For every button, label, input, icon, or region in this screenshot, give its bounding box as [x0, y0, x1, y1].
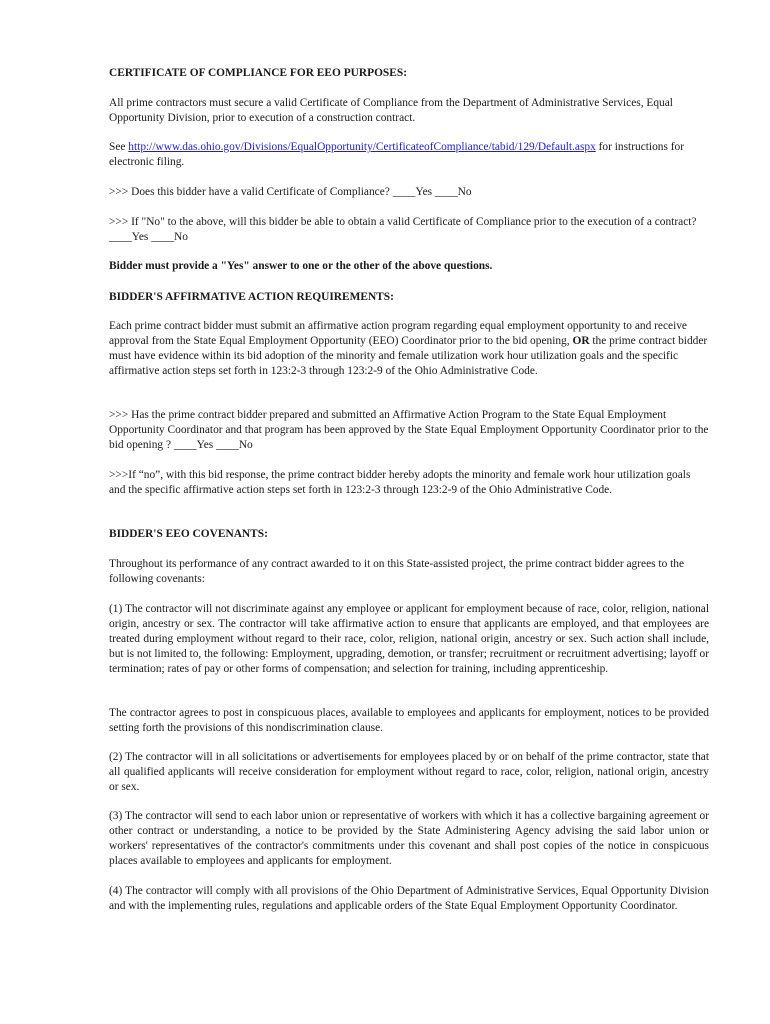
- covenant-3: (3) The contractor will send to each labor union or representative of workers with which it has a collective bargaining agreement or other contract or understanding, a notice to be provided by the State Administering Agency advising the said labor union or workers' representatives of the contractor's commitments under this covenant and shall post copies of the notice in conspicuous places available to employees and applicants for employment.: [109, 810, 709, 867]
- aa-text-b: the prime contract bidder must have evidence within its bid adoption of the minority and female utilization work hour utilization goals and the specific affirmative action steps set forth in 123:2-3 through 123:2-9 of the Ohio Administrative Code.: [109, 335, 708, 377]
- yes-answer-note: Bidder must provide a "Yes" answer to one or the other of the above questions.: [109, 260, 493, 272]
- cert-intro: All prime contractors must secure a valid Certificate of Compliance from the Department of Administrative Services, Equal Opportunity Division, prior to execution of a construction contract.: [109, 97, 673, 124]
- affirmative-action-paragraph: [109, 319, 709, 379]
- see-prefix: See: [109, 141, 129, 153]
- das-compliance-link[interactable]: http://www.das.ohio.gov/Divisions/EqualOpportunity/CertificateofCompliance/tabid/129/Default.aspx: [128, 141, 596, 153]
- affirmative-action-heading: BIDDER'S AFFIRMATIVE ACTION REQUIREMENTS:: [109, 291, 394, 303]
- question-aa-program: >>> Has the prime contract bidder prepared and submitted an Affirmative Action Program to the State Equal Employment Opportunity Coordinator and that program has been approved by the State Equal Employment Opportunity Coordinator prior to the bid opening ? ____Yes ____No: [109, 409, 709, 451]
- covenant-1-posting: The contractor agrees to post in conspicuous places, available to employees and applicants for employment, notices to be provided setting forth the provisions of this nondiscrimination clause.: [109, 707, 709, 734]
- covenant-1: (1) The contractor will not discriminate against any employee or applicant for employment because of race, color, religion, national origin, ancestry or sex. The contractor will take affirmative action to ensure that applicants are employed, and that employees are treated during employment without regard to their race, color, religion, national origin, ancestry or sex. Such action shall include, but is not limited to, the following: Employment, upgrading, demotion, or transfer; recruitment or recruitment advertising; layoff or termination; rates of pay or other forms of compensation; and selection for training, including apprenticeship.: [109, 603, 709, 675]
- covenant-2: (2) The contractor will in all solicitations or advertisements for employees placed by or on behalf of the prime contractor, state that all qualified applicants will receive consideration for employment without regard to race, color, religion, national origin, ancestry or sex.: [109, 751, 709, 793]
- aa-adoption-statement: >>>If “no”, with this bid response, the prime contract bidder hereby adopts the minority and female work hour utilization goals and the specific affirmative action steps set forth in 123:2-3 through 123:2-9 of the Ohio Administrative Code.: [109, 469, 691, 496]
- cert-heading: CERTIFICATE OF COMPLIANCE FOR EEO PURPOSES:: [109, 67, 407, 79]
- aa-or-emphasis: OR: [572, 335, 590, 347]
- aa-text-a: Each prime contract bidder must submit an affirmative action program regarding equal employment opportunity to and receive approval from the State Equal Employment Opportunity (EEO) Coordinator prior to the bid opening,: [109, 320, 687, 347]
- instructions-paragraph: [109, 140, 709, 170]
- eeo-covenants-heading: BIDDER'S EEO COVENANTS:: [109, 528, 268, 540]
- see-suffix: for instructions for electronic filing.: [109, 141, 685, 168]
- covenant-4: (4) The contractor will comply with all provisions of the Ohio Department of Administrative Services, Equal Opportunity Division and with the implementing rules, regulations and applicable orders of the State Equal Employment Opportunity Coordinator.: [109, 885, 709, 912]
- question-valid-certificate: >>> Does this bidder have a valid Certificate of Compliance? ____Yes ____No: [109, 186, 472, 198]
- question-obtain-certificate: >>> If "No" to the above, will this bidder be able to obtain a valid Certificate of Compliance prior to the execution of a contract? ____Yes ____No: [109, 216, 697, 243]
- eeo-intro: Throughout its performance of any contract awarded to it on this State-assisted project, the prime contract bidder agrees to the following covenants:: [109, 558, 685, 585]
